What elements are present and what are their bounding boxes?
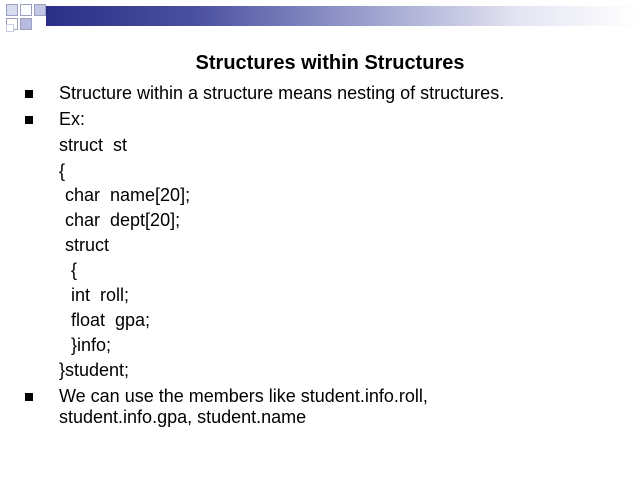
code-line: }info; <box>71 335 112 355</box>
code-line: struct st <box>59 135 128 155</box>
decor-square <box>6 4 18 16</box>
header-gradient-bar <box>46 6 638 26</box>
decor-square <box>20 18 32 30</box>
decor-square <box>34 4 46 16</box>
bullet-icon <box>25 393 33 401</box>
bullet-text: Ex: <box>59 109 86 129</box>
code-line: char name[20]; <box>65 185 191 205</box>
top-decoration <box>0 0 638 40</box>
bullet-text: Structure within a structure means nesting of structures. <box>59 83 505 103</box>
bullet-icon <box>25 116 33 124</box>
bullet-icon <box>25 90 33 98</box>
decor-square <box>20 4 32 16</box>
bullet-text: We can use the members like student.info.roll, <box>59 386 428 406</box>
code-line: }student; <box>59 360 130 380</box>
decor-square <box>6 24 14 32</box>
code-line: int roll; <box>71 285 130 305</box>
code-line: { <box>71 260 78 280</box>
code-line: char dept[20]; <box>65 210 181 230</box>
bullet-text-continuation: student.info.gpa, student.name <box>59 407 307 427</box>
code-line: float gpa; <box>71 310 151 330</box>
code-line: { <box>59 161 66 181</box>
slide-title: Structures within Structures <box>195 52 465 74</box>
code-line: struct <box>65 235 110 255</box>
